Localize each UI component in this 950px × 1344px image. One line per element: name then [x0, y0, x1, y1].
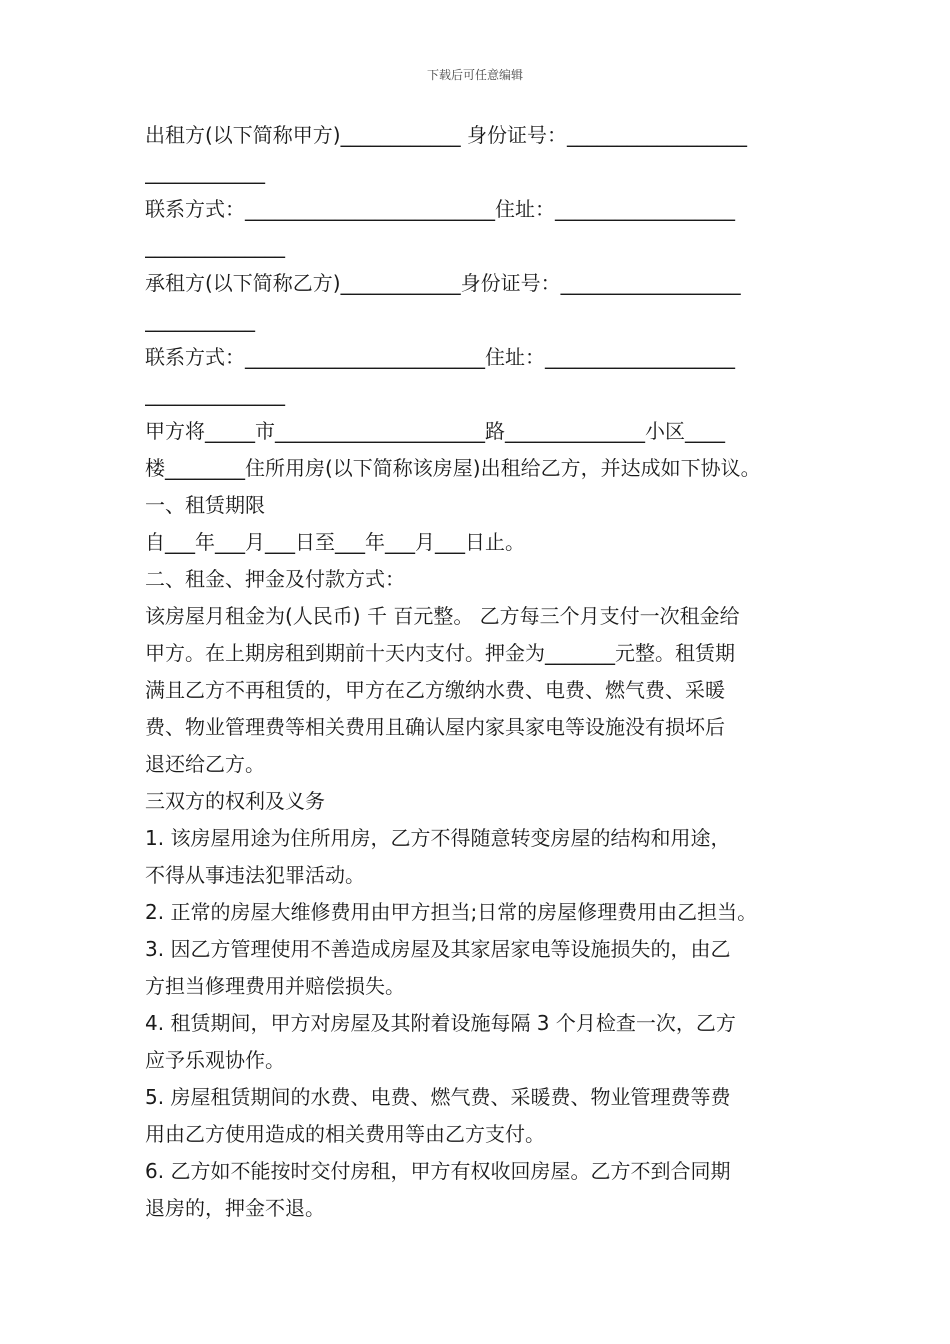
- rent-paragraph-line: 费、物业管理费等相关费用且确认屋内家具家电等设施没有损坏后: [145, 715, 725, 739]
- lessee-contact-line-cont: ______________: [145, 382, 285, 406]
- rent-paragraph-line: 满且乙方不再租赁的，甲方在乙方缴纳水费、电费、燃气费、采暖: [145, 678, 725, 702]
- property-address-line-cont: 楼________住所用房(以下简称该房屋)出租给乙方，并达成如下协议。: [145, 456, 761, 480]
- page-header: 下载后可任意编辑: [426, 68, 523, 82]
- rent-paragraph-line: 退还给乙方。: [145, 752, 265, 776]
- clause-line: 5. 房屋租赁期间的水费、电费、燃气费、采暖费、物业管理费等费: [145, 1085, 731, 1109]
- lessor-line-cont: ____________: [145, 160, 265, 184]
- rent-paragraph-line: 甲方。在上期房租到期前十天内支付。押金为_______元整。租赁期: [145, 641, 735, 665]
- clause-line: 4. 租赁期间，甲方对房屋及其附着设施每隔 3 个月检查一次，乙方: [145, 1011, 736, 1035]
- property-address-line: 甲方将_____市_____________________路______________小区____: [145, 419, 725, 443]
- clause-line: 不得从事违法犯罪活动。: [145, 863, 365, 887]
- lessee-line: 承租方(以下简称乙方)____________身份证号：__________________: [145, 271, 741, 295]
- term-dates-line: 自___年___月___日至___年___月___日止。: [145, 530, 525, 554]
- lessor-line: 出租方(以下简称甲方)____________ 身份证号：__________________: [145, 123, 747, 147]
- section-heading-term: 一、租赁期限: [145, 493, 265, 517]
- document-body: [145, 117, 825, 1227]
- section-heading-rights: 三双方的权利及义务: [145, 789, 325, 813]
- clause-line: 3. 因乙方管理使用不善造成房屋及其家居家电等设施损失的，由乙: [145, 937, 731, 961]
- clause-line: 1. 该房屋用途为住所用房，乙方不得随意转变房屋的结构和用途，: [145, 826, 731, 850]
- clause-line: 2. 正常的房屋大维修费用由甲方担当;日常的房屋修理费用由乙担当。: [145, 900, 758, 924]
- clause-line: 方担当修理费用并赔偿损失。: [145, 974, 405, 998]
- lessor-contact-line-cont: ______________: [145, 234, 285, 258]
- clause-line: 应予乐观协作。: [145, 1048, 285, 1072]
- clause-line: 退房的，押金不退。: [145, 1196, 325, 1220]
- lessor-contact-line: 联系方式：_________________________住址：__________________: [145, 197, 735, 221]
- clause-line: 6. 乙方如不能按时交付房租，甲方有权收回房屋。乙方不到合同期: [145, 1159, 731, 1183]
- lessee-contact-line: 联系方式：________________________住址：___________________: [145, 345, 735, 369]
- rent-paragraph-line: 该房屋月租金为(人民币) 千 百元整。 乙方每三个月支付一次租金给: [145, 604, 740, 628]
- lessee-line-cont: ___________: [145, 308, 255, 332]
- section-heading-rent: 二、租金、押金及付款方式：: [145, 567, 405, 591]
- clause-line: 用由乙方使用造成的相关费用等由乙方支付。: [145, 1122, 545, 1146]
